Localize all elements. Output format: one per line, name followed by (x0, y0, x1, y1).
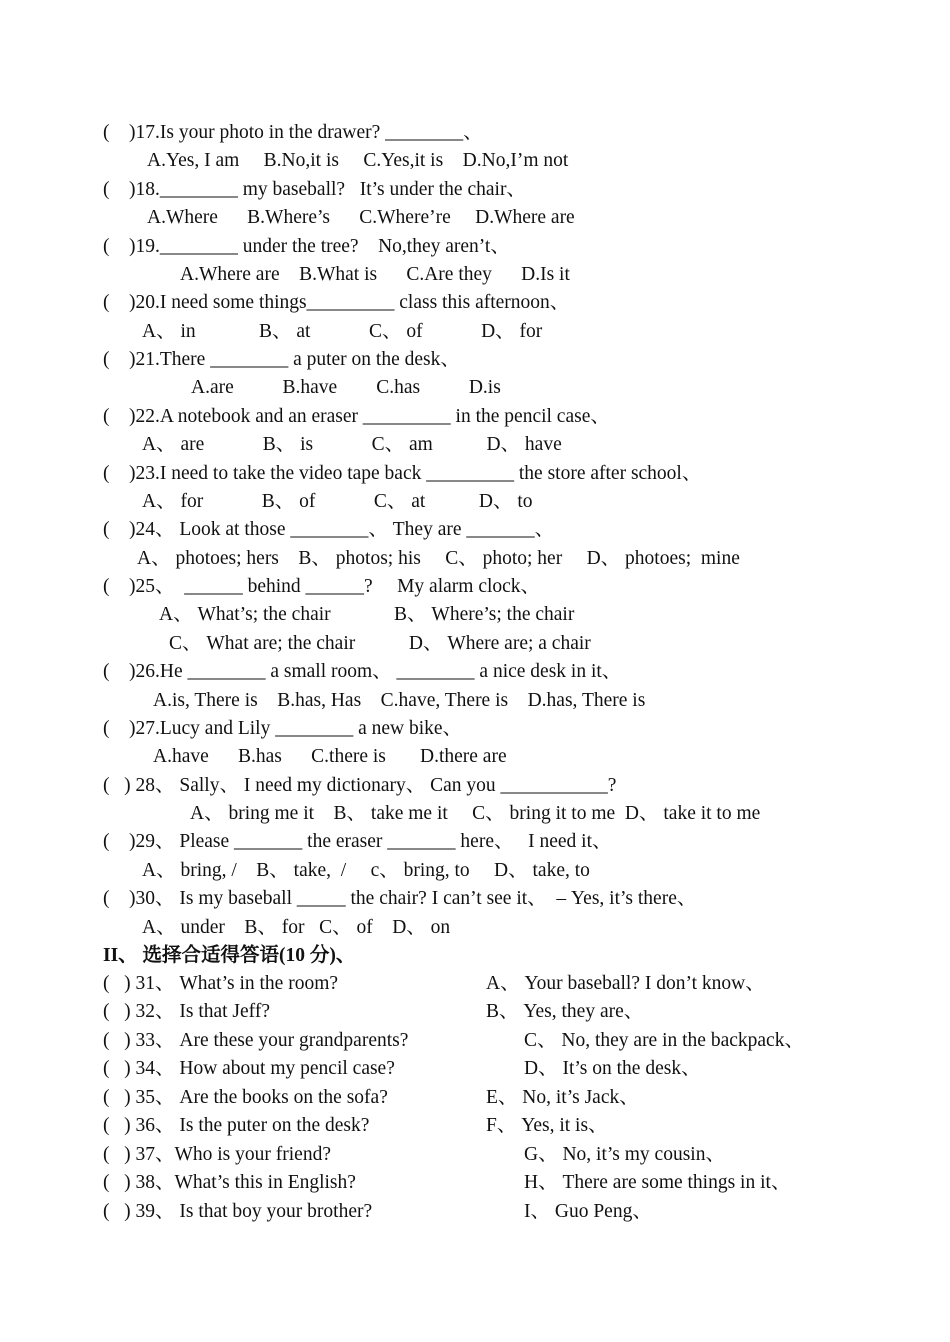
question-23: ( )23.I need to take the video tape back _________ the store after school、 (103, 463, 702, 484)
options-25-ab: A、 What’s; the chair B、 Where’s; the chair (159, 604, 575, 625)
options-23: A、 for B、 of C、 at D、 to (142, 491, 533, 512)
options-19: A.Where are B.What is C.Are they D.Is it (180, 264, 570, 285)
question-29: ( )29、 Please _______ the eraser _______ here、 I need it、 (103, 831, 612, 852)
match-answer-h: H、 There are some things in it、 (524, 1172, 791, 1193)
question-28: ( ) 28、 Sally、 I need my dictionary、 Can you ___________? (103, 775, 617, 796)
match-question-37: ( ) 37、Who is your friend? (103, 1144, 331, 1165)
match-answer-c: C、 No, they are in the backpack、 (524, 1030, 804, 1051)
options-18: A.Where B.Where’s C.Where’re D.Where are (147, 207, 575, 228)
options-22: A、 are B、 is C、 am D、 have (142, 434, 562, 455)
options-26: A.is, There is B.has, Has C.have, There is D.has, There is (153, 690, 646, 711)
match-answer-g: G、 No, it’s my cousin、 (524, 1144, 725, 1165)
question-19: ( )19.________ under the tree? No,they aren’t、 (103, 236, 510, 257)
match-question-38: ( ) 38、What’s this in English? (103, 1172, 356, 1193)
options-28: A、 bring me it B、 take me it C、 bring it to me D、 take it to me (190, 803, 761, 824)
options-21: A.are B.have C.has D.is (191, 377, 501, 398)
match-question-35: ( ) 35、 Are the books on the sofa? (103, 1087, 388, 1108)
question-17: ( )17.Is your photo in the drawer? ________、 (103, 122, 483, 143)
match-answer-i: I、 Guo Peng、 (524, 1201, 652, 1222)
section-2-heading: II、 选择合适得答语(10 分)、 (103, 945, 356, 966)
options-30: A、 under B、 for C、 of D、 on (142, 917, 451, 938)
question-22: ( )22.A notebook and an eraser _________ in the pencil case、 (103, 406, 610, 427)
match-question-31: ( ) 31、 What’s in the room? (103, 973, 339, 994)
match-question-32: ( ) 32、 Is that Jeff? (103, 1001, 270, 1022)
match-answer-b: B、 Yes, they are、 (486, 1001, 644, 1022)
match-answer-e: E、 No, it’s Jack、 (486, 1087, 639, 1108)
question-20: ( )20.I need some things_________ class this afternoon、 (103, 292, 570, 313)
match-answer-d: D、 It’s on the desk、 (524, 1058, 701, 1079)
options-17: A.Yes, I am B.No,it is C.Yes,it is D.No,I’m not (147, 150, 569, 171)
question-21: ( )21.There ________ a puter on the desk、 (103, 349, 460, 370)
question-26: ( )26.He ________ a small room、 ________ a nice desk in it、 (103, 661, 622, 682)
match-question-33: ( ) 33、 Are these your grandparents? (103, 1030, 409, 1051)
options-20: A、 in B、 at C、 of D、 for (142, 321, 543, 342)
match-question-39: ( ) 39、 Is that boy your brother? (103, 1201, 373, 1222)
options-27: A.have B.has C.there is D.there are (153, 746, 507, 767)
question-18: ( )18.________ my baseball? It’s under the chair、 (103, 179, 526, 200)
options-24: A、 photoes; hers B、 photos; his C、 photo; her D、 photoes; mine (137, 548, 740, 569)
options-25-cd: C、 What are; the chair D、 Where are; a chair (169, 633, 591, 654)
question-27: ( )27.Lucy and Lily ________ a new bike、 (103, 718, 463, 739)
question-25: ( )25、 ______ behind ______? My alarm clock、 (103, 576, 541, 597)
match-answer-a: A、 Your baseball? I don’t know、 (486, 973, 765, 994)
question-30: ( )30、 Is my baseball _____ the chair? I can’t see it、 – Yes, it’s there、 (103, 888, 697, 909)
options-29: A、 bring, / B、 take, / c、 bring, to D、 take, to (142, 860, 590, 881)
question-24: ( )24、 Look at those ________、 They are _______、 (103, 519, 555, 540)
match-question-36: ( ) 36、 Is the puter on the desk? (103, 1115, 370, 1136)
match-answer-f: F、 Yes, it is、 (486, 1115, 608, 1136)
match-question-34: ( ) 34、 How about my pencil case? (103, 1058, 395, 1079)
